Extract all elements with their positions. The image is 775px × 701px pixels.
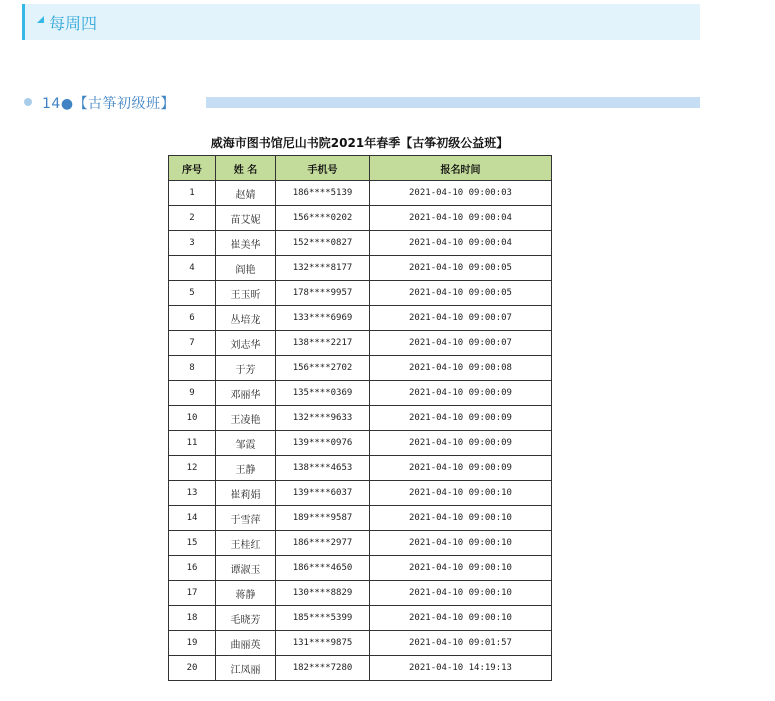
row-number: 7 xyxy=(169,331,216,356)
table-row xyxy=(169,206,552,231)
table-row xyxy=(169,331,552,356)
signup-time: 2021-04-10 09:00:09 xyxy=(370,406,552,431)
person-name: 曲丽英 xyxy=(216,631,276,656)
bullet-dot-icon xyxy=(24,98,32,106)
person-name: 崔莉娟 xyxy=(216,481,276,506)
row-number: 16 xyxy=(169,556,216,581)
person-name: 邓丽华 xyxy=(216,381,276,406)
row-number: 20 xyxy=(169,656,216,681)
enrollment-table xyxy=(168,155,552,681)
person-name: 于芳 xyxy=(216,356,276,381)
day-header-title: 每周四 xyxy=(49,14,98,33)
phone-number: 133****6969 xyxy=(276,306,370,331)
day-header-banner xyxy=(22,4,700,40)
person-name: 王凌艳 xyxy=(216,406,276,431)
table-row xyxy=(169,556,552,581)
table-row xyxy=(169,456,552,481)
person-name: 阎艳 xyxy=(216,256,276,281)
signup-time: 2021-04-10 09:00:10 xyxy=(370,506,552,531)
person-name: 王玉昕 xyxy=(216,281,276,306)
person-name: 王静 xyxy=(216,456,276,481)
header-cell: 序号 xyxy=(169,156,216,181)
phone-number: 139****6037 xyxy=(276,481,370,506)
phone-number: 186****2977 xyxy=(276,531,370,556)
person-name: 蒋静 xyxy=(216,581,276,606)
table-row xyxy=(169,656,552,681)
row-number: 5 xyxy=(169,281,216,306)
table-row xyxy=(169,181,552,206)
row-number: 12 xyxy=(169,456,216,481)
row-number: 2 xyxy=(169,206,216,231)
signup-time: 2021-04-10 09:00:07 xyxy=(370,331,552,356)
signup-time: 2021-04-10 09:00:03 xyxy=(370,181,552,206)
signup-time: 2021-04-10 09:00:10 xyxy=(370,531,552,556)
signup-time: 2021-04-10 09:00:10 xyxy=(370,556,552,581)
section-header xyxy=(22,92,700,112)
triangle-icon xyxy=(37,16,44,23)
row-number: 10 xyxy=(169,406,216,431)
phone-number: 156****0202 xyxy=(276,206,370,231)
signup-time: 2021-04-10 09:01:57 xyxy=(370,631,552,656)
phone-number: 138****2217 xyxy=(276,331,370,356)
phone-number: 186****5139 xyxy=(276,181,370,206)
row-number: 6 xyxy=(169,306,216,331)
phone-number: 138****4653 xyxy=(276,456,370,481)
signup-time: 2021-04-10 09:00:09 xyxy=(370,381,552,406)
person-name: 毛晓芳 xyxy=(216,606,276,631)
person-name: 于雪萍 xyxy=(216,506,276,531)
person-name: 邹霞 xyxy=(216,431,276,456)
section-name: 【古筝初级班】 xyxy=(73,96,176,112)
signup-time: 2021-04-10 09:00:04 xyxy=(370,206,552,231)
row-number: 15 xyxy=(169,531,216,556)
signup-time: 2021-04-10 09:00:09 xyxy=(370,431,552,456)
table-row xyxy=(169,381,552,406)
row-number: 3 xyxy=(169,231,216,256)
phone-number: 152****0827 xyxy=(276,231,370,256)
row-number: 4 xyxy=(169,256,216,281)
table-row xyxy=(169,531,552,556)
table-row xyxy=(169,581,552,606)
row-number: 13 xyxy=(169,481,216,506)
header-cell: 手机号 xyxy=(276,156,370,181)
signup-time: 2021-04-10 09:00:05 xyxy=(370,281,552,306)
table-row xyxy=(169,256,552,281)
table-row xyxy=(169,631,552,656)
signup-time: 2021-04-10 09:00:10 xyxy=(370,581,552,606)
table-row xyxy=(169,481,552,506)
phone-number: 178****9957 xyxy=(276,281,370,306)
person-name: 王桂红 xyxy=(216,531,276,556)
table-row xyxy=(169,281,552,306)
phone-number: 130****8829 xyxy=(276,581,370,606)
phone-number: 189****9587 xyxy=(276,506,370,531)
table-row xyxy=(169,606,552,631)
signup-time: 2021-04-10 09:00:05 xyxy=(370,256,552,281)
phone-number: 185****5399 xyxy=(276,606,370,631)
section-divider-bar xyxy=(206,97,700,108)
row-number: 17 xyxy=(169,581,216,606)
phone-number: 132****9633 xyxy=(276,406,370,431)
phone-number: 132****8177 xyxy=(276,256,370,281)
table-row xyxy=(169,356,552,381)
signup-time: 2021-04-10 09:00:07 xyxy=(370,306,552,331)
table-body xyxy=(169,181,552,681)
signup-time: 2021-04-10 09:00:08 xyxy=(370,356,552,381)
signup-time: 2021-04-10 14:19:13 xyxy=(370,656,552,681)
person-name: 苗艾妮 xyxy=(216,206,276,231)
phone-number: 131****9875 xyxy=(276,631,370,656)
signup-time: 2021-04-10 09:00:09 xyxy=(370,456,552,481)
table-title: 威海市图书馆尼山书院2021年春季【古筝初级公益班】 xyxy=(210,136,509,150)
table-row xyxy=(169,306,552,331)
signup-time: 2021-04-10 09:00:10 xyxy=(370,606,552,631)
table-row xyxy=(169,506,552,531)
table-row xyxy=(169,431,552,456)
header-cell: 姓 名 xyxy=(216,156,276,181)
table-header-row xyxy=(169,156,552,181)
phone-number: 156****2702 xyxy=(276,356,370,381)
header-cell: 报名时间 xyxy=(370,156,552,181)
person-name: 谭淑玉 xyxy=(216,556,276,581)
section-title xyxy=(42,93,175,113)
table-row xyxy=(169,231,552,256)
person-name: 江凤丽 xyxy=(216,656,276,681)
row-number: 9 xyxy=(169,381,216,406)
signup-time: 2021-04-10 09:00:10 xyxy=(370,481,552,506)
phone-number: 182****7280 xyxy=(276,656,370,681)
person-name: 丛培龙 xyxy=(216,306,276,331)
section-index: 14● xyxy=(42,96,74,112)
row-number: 14 xyxy=(169,506,216,531)
row-number: 8 xyxy=(169,356,216,381)
person-name: 刘志华 xyxy=(216,331,276,356)
phone-number: 186****4650 xyxy=(276,556,370,581)
row-number: 18 xyxy=(169,606,216,631)
person-name: 崔美华 xyxy=(216,231,276,256)
signup-time: 2021-04-10 09:00:04 xyxy=(370,231,552,256)
table-row xyxy=(169,406,552,431)
row-number: 1 xyxy=(169,181,216,206)
phone-number: 135****0369 xyxy=(276,381,370,406)
phone-number: 139****0976 xyxy=(276,431,370,456)
person-name: 赵婧 xyxy=(216,181,276,206)
row-number: 11 xyxy=(169,431,216,456)
row-number: 19 xyxy=(169,631,216,656)
